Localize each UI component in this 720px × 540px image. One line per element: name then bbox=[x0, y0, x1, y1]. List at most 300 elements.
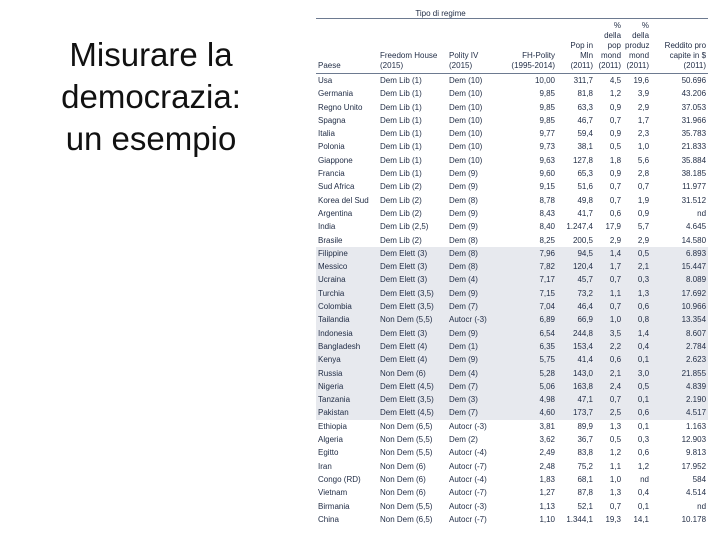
table-cell: Dem (9) bbox=[447, 327, 503, 340]
table-cell: 10.966 bbox=[651, 300, 708, 313]
slide-title-line: Misurare la bbox=[69, 36, 233, 73]
table-cell: 21.833 bbox=[681, 142, 707, 152]
table-cell: 8,25 bbox=[539, 235, 556, 245]
table-cell: 0,1 bbox=[623, 353, 651, 366]
table-row bbox=[316, 114, 708, 127]
table-cell: 2.623 bbox=[651, 353, 708, 366]
table-cell: 50.696 bbox=[681, 76, 707, 85]
table-cell: 2,9 bbox=[637, 235, 650, 245]
table-cell: Russia bbox=[316, 367, 378, 380]
table-cell: 1,0 bbox=[637, 142, 650, 152]
table-cell: Dem Elett (3,5) bbox=[378, 287, 447, 300]
slide-title bbox=[20, 34, 282, 160]
table-cell: 163,8 bbox=[557, 380, 595, 393]
table-cell: Dem (2) bbox=[449, 435, 478, 445]
table-row bbox=[316, 420, 708, 433]
table-cell: Egitto bbox=[318, 448, 339, 458]
table-cell: Dem Elett (3) bbox=[378, 247, 447, 260]
col-header-income: Reddito pro capite in $ (2011) bbox=[651, 19, 708, 74]
table-cell: 0,7 bbox=[609, 115, 622, 125]
table-cell: 41,4 bbox=[557, 353, 595, 366]
table-header bbox=[316, 4, 708, 74]
table-cell: 244,8 bbox=[557, 327, 595, 340]
table-cell: Colombia bbox=[316, 300, 378, 313]
table-row bbox=[316, 367, 708, 380]
table-cell: Dem (4) bbox=[447, 273, 503, 286]
table-cell: Dem Elett (3) bbox=[378, 260, 447, 273]
table-cell: Autocr (-7) bbox=[449, 461, 487, 471]
table-row bbox=[316, 353, 708, 366]
table-cell: 0,3 bbox=[637, 435, 650, 445]
table-cell: 4,60 bbox=[503, 406, 557, 419]
table-cell: 14,1 bbox=[633, 514, 650, 524]
table-cell: 0,7 bbox=[595, 393, 623, 406]
table-cell: 7,96 bbox=[503, 247, 557, 260]
table-cell: 6,54 bbox=[503, 327, 557, 340]
table-cell: 8,78 bbox=[539, 195, 556, 205]
table-cell: Non Dem (6,5) bbox=[380, 514, 433, 524]
table-cell: Tanzania bbox=[316, 393, 378, 406]
table-cell: 0,5 bbox=[623, 380, 651, 393]
col-header-fh-polity: FH-Polity (1995-2014) bbox=[503, 19, 557, 74]
table-cell: 0,9 bbox=[609, 169, 622, 179]
table-cell: 1,3 bbox=[609, 421, 622, 431]
table-cell: 63,3 bbox=[577, 102, 594, 112]
table-cell: 5,75 bbox=[503, 353, 557, 366]
table-cell: 6.893 bbox=[651, 247, 708, 260]
table-cell: 8,40 bbox=[539, 222, 556, 232]
table-cell: 59,4 bbox=[577, 129, 594, 139]
table-cell: 6,89 bbox=[503, 313, 557, 326]
table-cell: Dem Elett (3,5) bbox=[378, 393, 447, 406]
table-cell: Dem Lib (2) bbox=[380, 182, 422, 192]
table-cell: Non Dem (5,5) bbox=[378, 313, 447, 326]
table-cell: 94,5 bbox=[557, 247, 595, 260]
table-cell: 14.580 bbox=[681, 235, 707, 245]
table-cell: Dem Elett (3) bbox=[378, 327, 447, 340]
table-cell: 0,3 bbox=[623, 273, 651, 286]
table-cell: Ethiopia bbox=[318, 421, 347, 431]
table-cell: nd bbox=[697, 501, 707, 511]
table-cell: 75,2 bbox=[577, 461, 594, 471]
table-cell: Dem (9) bbox=[449, 169, 478, 179]
table-cell: Dem Lib (2) bbox=[380, 195, 422, 205]
table-cell: Algeria bbox=[318, 435, 343, 445]
table-cell: 49,8 bbox=[577, 195, 594, 205]
table-cell: 5,7 bbox=[637, 222, 650, 232]
table-cell: 0,7 bbox=[609, 195, 622, 205]
table-cell: Dem Lib (2) bbox=[380, 208, 422, 218]
table-cell: 51,6 bbox=[577, 182, 594, 192]
table-cell: 1,10 bbox=[539, 514, 556, 524]
table-cell: Dem Lib (2,5) bbox=[380, 222, 429, 232]
table-cell: Tailandia bbox=[316, 313, 378, 326]
table-cell: Argentina bbox=[318, 208, 353, 218]
table-cell: 0,6 bbox=[637, 448, 650, 458]
table-cell: 5,6 bbox=[637, 155, 650, 165]
table-cell: 31.966 bbox=[681, 115, 707, 125]
table-cell: 8,43 bbox=[539, 208, 556, 218]
table-row bbox=[316, 313, 708, 326]
table-cell: 8.607 bbox=[651, 327, 708, 340]
regime-table bbox=[316, 4, 708, 526]
table-cell: 3,5 bbox=[595, 327, 623, 340]
table-cell: 173,7 bbox=[557, 406, 595, 419]
table-cell: 45,7 bbox=[557, 273, 595, 286]
table-cell: Dem (8) bbox=[449, 195, 478, 205]
table-cell: Autocr (-4) bbox=[449, 474, 487, 484]
table-cell: 83,8 bbox=[577, 448, 594, 458]
table-cell: 6,35 bbox=[503, 340, 557, 353]
table-cell: 31.512 bbox=[681, 195, 707, 205]
table-cell: Autocr (-3) bbox=[449, 421, 487, 431]
table-cell: Dem (3) bbox=[447, 393, 503, 406]
table-cell: Dem Lib (1) bbox=[380, 155, 422, 165]
table-cell: 46,7 bbox=[577, 115, 594, 125]
table-cell: Dem (8) bbox=[449, 235, 478, 245]
table-cell: Dem (10) bbox=[449, 155, 483, 165]
table-row bbox=[316, 234, 708, 247]
table-cell: 120,4 bbox=[557, 260, 595, 273]
table-cell: 36,7 bbox=[577, 435, 594, 445]
table-cell: 19,3 bbox=[605, 514, 622, 524]
table-cell: Bangladesh bbox=[316, 340, 378, 353]
table-row bbox=[316, 87, 708, 100]
table-row bbox=[316, 220, 708, 233]
table-cell: 2.784 bbox=[651, 340, 708, 353]
table-row bbox=[316, 446, 708, 459]
table-cell: 35.884 bbox=[681, 155, 707, 165]
table-cell: Filippine bbox=[316, 247, 378, 260]
table-cell: 3,9 bbox=[637, 89, 650, 99]
table-cell: 0,7 bbox=[609, 501, 622, 511]
table-cell: Korea del Sud bbox=[318, 195, 369, 205]
table-cell: 68,1 bbox=[577, 474, 594, 484]
table-cell: 3,81 bbox=[539, 421, 556, 431]
table-body bbox=[316, 74, 708, 527]
table-cell: Dem Elett (4,5) bbox=[378, 406, 447, 419]
table-cell: Non Dem (6) bbox=[380, 488, 426, 498]
table-cell: 0,1 bbox=[637, 501, 650, 511]
table-cell: Dem Lib (1) bbox=[380, 169, 422, 179]
table-cell: 2,48 bbox=[539, 461, 556, 471]
table-cell: 143,0 bbox=[557, 367, 595, 380]
table-cell: 17.952 bbox=[681, 461, 707, 471]
table-cell: 1.247,4 bbox=[566, 222, 594, 232]
table-cell: 0,5 bbox=[609, 142, 622, 152]
table-cell: Brasile bbox=[318, 235, 343, 245]
table-cell: 5,28 bbox=[503, 367, 557, 380]
table-cell: Autocr (-7) bbox=[449, 488, 487, 498]
table-cell: 12.903 bbox=[681, 435, 707, 445]
table-cell: 1,4 bbox=[595, 247, 623, 260]
table-cell: Dem (9) bbox=[447, 287, 503, 300]
table-cell: Dem (10) bbox=[449, 102, 483, 112]
table-cell: 2,9 bbox=[609, 235, 622, 245]
table-cell: Dem (9) bbox=[449, 208, 478, 218]
table-cell: 0,8 bbox=[623, 313, 651, 326]
table-cell: 0,9 bbox=[637, 208, 650, 218]
table-cell: 13.354 bbox=[651, 313, 708, 326]
table-cell: Spagna bbox=[318, 115, 346, 125]
table-row bbox=[316, 486, 708, 499]
table-cell: 73,2 bbox=[557, 287, 595, 300]
table-cell: 1,13 bbox=[539, 501, 556, 511]
table-row bbox=[316, 406, 708, 419]
table-row bbox=[316, 101, 708, 114]
table-cell: 87,8 bbox=[577, 488, 594, 498]
table-cell: Dem (9) bbox=[449, 222, 478, 232]
table-cell: Sud Africa bbox=[318, 182, 355, 192]
table-row bbox=[316, 140, 708, 153]
table-cell: 4,98 bbox=[503, 393, 557, 406]
table-cell: 1,83 bbox=[539, 474, 556, 484]
table-cell: Pakistan bbox=[316, 406, 378, 419]
table-cell: 584 bbox=[692, 474, 707, 484]
table-row bbox=[316, 273, 708, 286]
col-header-freedom-house: Freedom House (2015) bbox=[378, 19, 447, 74]
table-cell: 9,85 bbox=[539, 115, 556, 125]
table-cell: Ucraina bbox=[316, 273, 378, 286]
table-cell: Birmania bbox=[318, 501, 350, 511]
table-cell: 0,7 bbox=[637, 182, 650, 192]
table-cell: China bbox=[318, 514, 339, 524]
table-cell: Usa bbox=[318, 76, 333, 85]
col-header-pop-share: % della pop mond (2011) bbox=[595, 19, 623, 74]
table-cell: Dem Lib (1) bbox=[380, 115, 422, 125]
table-cell: 9,15 bbox=[539, 182, 556, 192]
table-cell: Dem Lib (1) bbox=[380, 89, 422, 99]
table-cell: 35.783 bbox=[681, 129, 707, 139]
table-cell: 89,9 bbox=[577, 421, 594, 431]
table-cell: Dem Elett (4,5) bbox=[378, 380, 447, 393]
table-cell: 47,1 bbox=[557, 393, 595, 406]
table-cell: Dem (10) bbox=[449, 76, 483, 85]
table-cell: Autocr (-3) bbox=[449, 501, 487, 511]
table-cell: 15.447 bbox=[651, 260, 708, 273]
table-cell: nd bbox=[697, 208, 707, 218]
table-cell: 38.185 bbox=[681, 169, 707, 179]
table-cell: Non Dem (6) bbox=[380, 474, 426, 484]
table-cell: Dem Lib (2) bbox=[380, 235, 422, 245]
table-cell: 0,7 bbox=[595, 273, 623, 286]
table-cell: 1,4 bbox=[623, 327, 651, 340]
table-cell: 3,62 bbox=[539, 435, 556, 445]
table-cell: 153,4 bbox=[557, 340, 595, 353]
table-row bbox=[316, 167, 708, 180]
regime-table-container bbox=[316, 4, 708, 536]
table-cell: 1,1 bbox=[609, 461, 622, 471]
table-cell: 81,8 bbox=[577, 89, 594, 99]
table-cell: Indonesia bbox=[316, 327, 378, 340]
table-cell: 1,2 bbox=[609, 448, 622, 458]
table-cell: 9.813 bbox=[686, 448, 707, 458]
table-cell: 1,7 bbox=[637, 115, 650, 125]
table-cell: Non Dem (5,5) bbox=[380, 435, 433, 445]
col-header-pop: Pop in Mln (2011) bbox=[557, 19, 595, 74]
table-row bbox=[316, 180, 708, 193]
group-header: Tipo di regime bbox=[378, 4, 503, 19]
table-cell: 0,9 bbox=[609, 129, 622, 139]
table-cell: 311,7 bbox=[573, 76, 594, 85]
table-cell: 4.514 bbox=[686, 488, 707, 498]
table-cell: 9,85 bbox=[539, 102, 556, 112]
table-cell: Dem (10) bbox=[449, 142, 483, 152]
table-row bbox=[316, 473, 708, 486]
table-cell: Congo (RD) bbox=[318, 474, 361, 484]
table-cell: Non Dem (6) bbox=[378, 367, 447, 380]
table-cell: Dem (9) bbox=[447, 353, 503, 366]
table-cell: 9,60 bbox=[539, 169, 556, 179]
table-cell: Regno Unito bbox=[318, 102, 363, 112]
table-cell: 5,06 bbox=[503, 380, 557, 393]
table-cell: 0,5 bbox=[623, 247, 651, 260]
table-row bbox=[316, 260, 708, 273]
table-cell: 7,82 bbox=[503, 260, 557, 273]
table-cell: 0,1 bbox=[623, 393, 651, 406]
table-cell: Nigeria bbox=[316, 380, 378, 393]
table-cell: 1,9 bbox=[637, 195, 650, 205]
table-cell: nd bbox=[640, 474, 650, 484]
table-cell: Dem (4) bbox=[447, 367, 503, 380]
table-cell: 127,8 bbox=[572, 155, 594, 165]
table-cell: 2,3 bbox=[637, 129, 650, 139]
table-cell: Dem Lib (1) bbox=[380, 76, 422, 85]
table-cell: 17.692 bbox=[651, 287, 708, 300]
table-cell: 2,4 bbox=[595, 380, 623, 393]
table-cell: Dem (7) bbox=[447, 380, 503, 393]
table-cell: 0,6 bbox=[623, 406, 651, 419]
table-cell: 10.178 bbox=[681, 514, 707, 524]
table-cell: India bbox=[318, 222, 336, 232]
table-cell: Non Dem (6) bbox=[380, 461, 426, 471]
table-cell: 46,4 bbox=[557, 300, 595, 313]
table-row bbox=[316, 380, 708, 393]
table-cell: 0,5 bbox=[609, 435, 622, 445]
table-cell: Dem (8) bbox=[447, 247, 503, 260]
table-cell: 1.163 bbox=[686, 421, 707, 431]
table-cell: 1,8 bbox=[609, 155, 622, 165]
table-cell: 4.517 bbox=[651, 406, 708, 419]
table-row bbox=[316, 127, 708, 140]
table-cell: 4.839 bbox=[651, 380, 708, 393]
table-cell: 4,5 bbox=[609, 76, 622, 85]
table-cell: 2,1 bbox=[623, 260, 651, 273]
table-row bbox=[316, 74, 708, 88]
slide-title-line: democrazia: bbox=[61, 78, 241, 115]
table-cell: 2,9 bbox=[637, 102, 650, 112]
table-cell: 1,0 bbox=[595, 313, 623, 326]
table-cell: 1,7 bbox=[595, 260, 623, 273]
table-cell: 1,1 bbox=[595, 287, 623, 300]
table-row bbox=[316, 513, 708, 526]
table-cell: Giappone bbox=[318, 155, 353, 165]
table-cell: Dem (10) bbox=[449, 129, 483, 139]
table-cell: Dem (7) bbox=[447, 406, 503, 419]
table-cell: 9,77 bbox=[539, 129, 556, 139]
table-cell: 3,0 bbox=[623, 367, 651, 380]
table-row bbox=[316, 460, 708, 473]
table-cell: 0,6 bbox=[595, 353, 623, 366]
table-cell: 11.977 bbox=[682, 182, 707, 192]
col-header-paese: Paese bbox=[316, 19, 378, 74]
table-cell: Dem (7) bbox=[447, 300, 503, 313]
table-cell: 37.053 bbox=[681, 102, 707, 112]
table-cell: Dem Lib (1) bbox=[380, 142, 422, 152]
table-cell: 52,1 bbox=[577, 501, 594, 511]
table-cell: 21.855 bbox=[651, 367, 708, 380]
table-cell: Autocr (-3) bbox=[447, 313, 503, 326]
table-cell: 9,85 bbox=[539, 89, 556, 99]
table-cell: Autocr (-4) bbox=[449, 448, 487, 458]
table-row bbox=[316, 287, 708, 300]
table-cell: Dem (10) bbox=[449, 89, 483, 99]
table-cell: Dem Elett (3) bbox=[378, 273, 447, 286]
table-cell: Dem (9) bbox=[449, 182, 478, 192]
table-cell: 1,0 bbox=[609, 474, 622, 484]
table-cell: Italia bbox=[318, 129, 335, 139]
table-cell: Autocr (-7) bbox=[449, 514, 487, 524]
table-cell: 2,2 bbox=[595, 340, 623, 353]
table-cell: Kenya bbox=[316, 353, 378, 366]
table-cell: Francia bbox=[318, 169, 345, 179]
table-cell: Dem (1) bbox=[447, 340, 503, 353]
table-cell: 0,1 bbox=[637, 421, 650, 431]
table-cell: 43.206 bbox=[681, 89, 707, 99]
table-cell: 66,9 bbox=[557, 313, 595, 326]
table-cell: 2,5 bbox=[595, 406, 623, 419]
table-cell: 0,7 bbox=[595, 300, 623, 313]
table-cell: 10,00 bbox=[534, 76, 556, 85]
table-cell: 2,49 bbox=[539, 448, 556, 458]
table-cell: 1.344,1 bbox=[566, 514, 594, 524]
table-cell: 38,1 bbox=[577, 142, 594, 152]
table-cell: 65,3 bbox=[577, 169, 594, 179]
table-cell: Dem Elett (3,5) bbox=[378, 300, 447, 313]
table-cell: Dem (8) bbox=[447, 260, 503, 273]
table-cell: 1,3 bbox=[623, 287, 651, 300]
table-cell: 2.190 bbox=[651, 393, 708, 406]
table-cell: 0,4 bbox=[623, 340, 651, 353]
table-row bbox=[316, 247, 708, 260]
table-row bbox=[316, 500, 708, 513]
table-cell: 19,6 bbox=[633, 76, 650, 85]
table-row bbox=[316, 207, 708, 220]
table-cell: Iran bbox=[318, 461, 332, 471]
table-cell: 0,6 bbox=[623, 300, 651, 313]
col-header-polity: Polity IV (2015) bbox=[447, 19, 503, 74]
table-cell: Dem (10) bbox=[449, 115, 483, 125]
table-cell: 1,3 bbox=[609, 488, 622, 498]
col-header-prod-share: % della produz mond (2011) bbox=[623, 19, 651, 74]
table-cell: Non Dem (6,5) bbox=[380, 421, 433, 431]
table-cell: Turchia bbox=[316, 287, 378, 300]
table-cell: Vietnam bbox=[318, 488, 348, 498]
table-cell: 17,9 bbox=[605, 222, 622, 232]
table-row bbox=[316, 327, 708, 340]
table-cell: Dem Elett (4) bbox=[378, 353, 447, 366]
table-row bbox=[316, 300, 708, 313]
table-cell: Dem Lib (1) bbox=[380, 129, 422, 139]
table-cell: Non Dem (5,5) bbox=[380, 501, 433, 511]
table-cell: Messico bbox=[316, 260, 378, 273]
slide-title-line: un esempio bbox=[65, 120, 237, 157]
table-row bbox=[316, 340, 708, 353]
table-cell: 7,17 bbox=[503, 273, 557, 286]
table-cell: 200,5 bbox=[572, 235, 594, 245]
table-cell: 0,9 bbox=[609, 102, 622, 112]
table-cell: 0,4 bbox=[637, 488, 650, 498]
